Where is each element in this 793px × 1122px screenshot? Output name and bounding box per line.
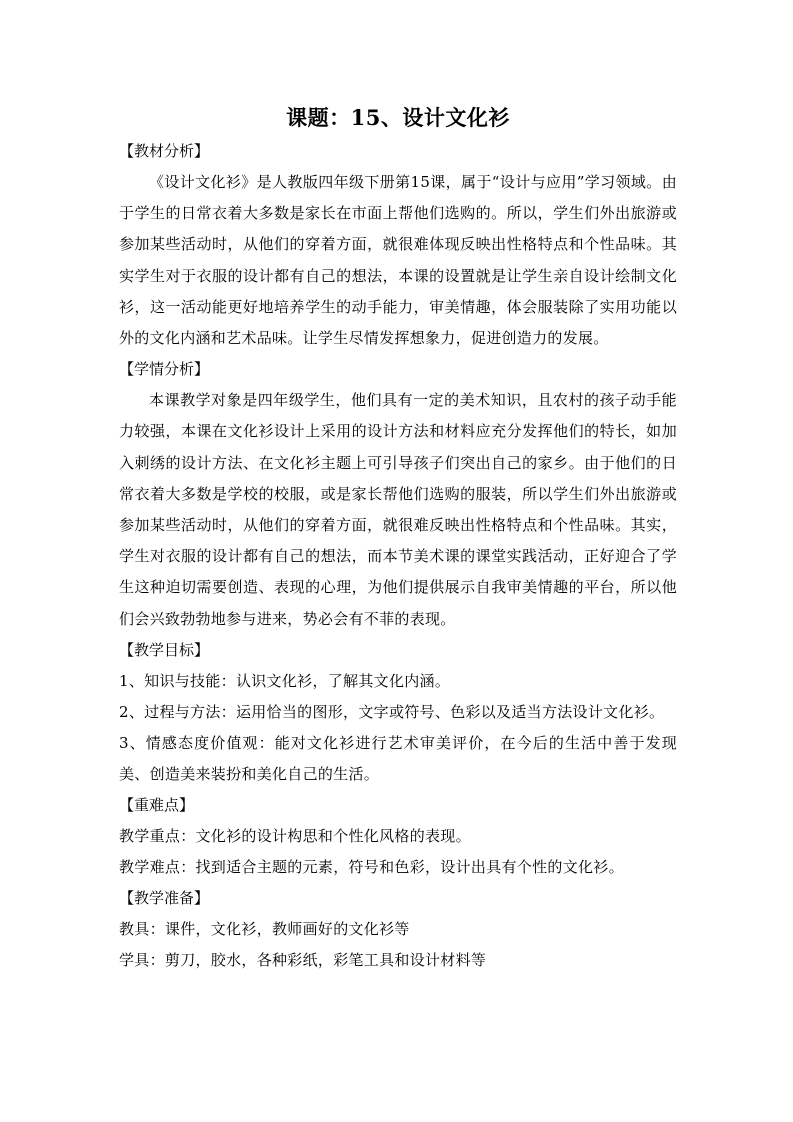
section-heading: 【教学目标】 bbox=[119, 640, 210, 659]
goal-line: 3、情感态度价值观：能对文化衫进行艺术审美评价，在今后的生活中善于发现美、创造美来装扮和美化自己的生活。 bbox=[119, 733, 677, 783]
section-paragraph: 本课教学对象是四年级学生，他们具有一定的美术知识，且农村的孩子动手能力较强，本课在文化衫设计上采用的设计方法和材料应充分发挥他们的特长，如加入刺绣的设计方法、在文化衫主题上可引导孩子们突出自己的家乡。由于他们的日常衣着大多数是学校的校服，或是家长帮他们选购的服装，所以学生们外出旅游或参加某些活动时，从他们的穿着方面，就很难反映出性格特点和个性品味。其实，学生对衣服的设计都有自己的想法，而本节美术课的课堂实践活动，正好迎合了学生这种迫切需要创造、表现的心理，为他们提供展示自我审美情趣的平台，所以他们会兴致勃勃地参与进来，势必会有不菲的表现。 bbox=[119, 391, 677, 628]
key-point-line: 教学难点：找到适合主题的元素，符号和色彩，设计出具有个性的文化衫。 bbox=[119, 857, 624, 876]
section-heading: 【教材分析】 bbox=[119, 142, 210, 160]
preparation-line: 教具：课件，文化衫，教师画好的文化衫等 bbox=[119, 919, 410, 938]
goal-line: 1、知识与技能：认识文化衫，了解其文化内涵。 bbox=[119, 671, 451, 690]
page-title: 课题：15、设计文化衫 bbox=[286, 105, 510, 130]
preparation-line: 学具：剪刀，胶水，各种彩纸，彩笔工具和设计材料等 bbox=[119, 950, 487, 969]
section-heading: 【学情分析】 bbox=[119, 360, 210, 379]
section-teaching-goals bbox=[119, 635, 677, 790]
key-point-line: 教学重点：文化衫的设计构思和个性化风格的表现。 bbox=[119, 826, 471, 845]
section-teaching-preparation bbox=[119, 883, 677, 976]
section-textbook-analysis bbox=[119, 136, 677, 354]
goal-line: 2、过程与方法：运用恰当的图形，文字或符号、色彩以及适当方法设计文化衫。 bbox=[119, 702, 665, 721]
section-paragraph: 《设计文化衫》是人教版四年级下册第15课，属于“设计与应用”学习领域。由于学生的日常衣着大多数是家长在市面上帮他们选购的。所以，学生们外出旅游或参加某些活动时，从他们的穿着方面，就很难体现反映出性格特点和个性品味。其实学生对于衣服的设计都有自己的想法，本课的设置就是让学生亲自设计绘制文化衫，这一活动能更好地培养学生的动手能力，审美情趣，体会服装除了实用功能以外的文化内涵和艺术品味。让学生尽情发挥想象力，促进创造力的发展。 bbox=[119, 173, 677, 348]
section-student-analysis bbox=[119, 354, 677, 635]
section-heading: 【教学准备】 bbox=[119, 888, 210, 907]
section-key-points bbox=[119, 790, 677, 883]
document-body bbox=[119, 100, 677, 976]
section-heading: 【重难点】 bbox=[119, 795, 195, 814]
